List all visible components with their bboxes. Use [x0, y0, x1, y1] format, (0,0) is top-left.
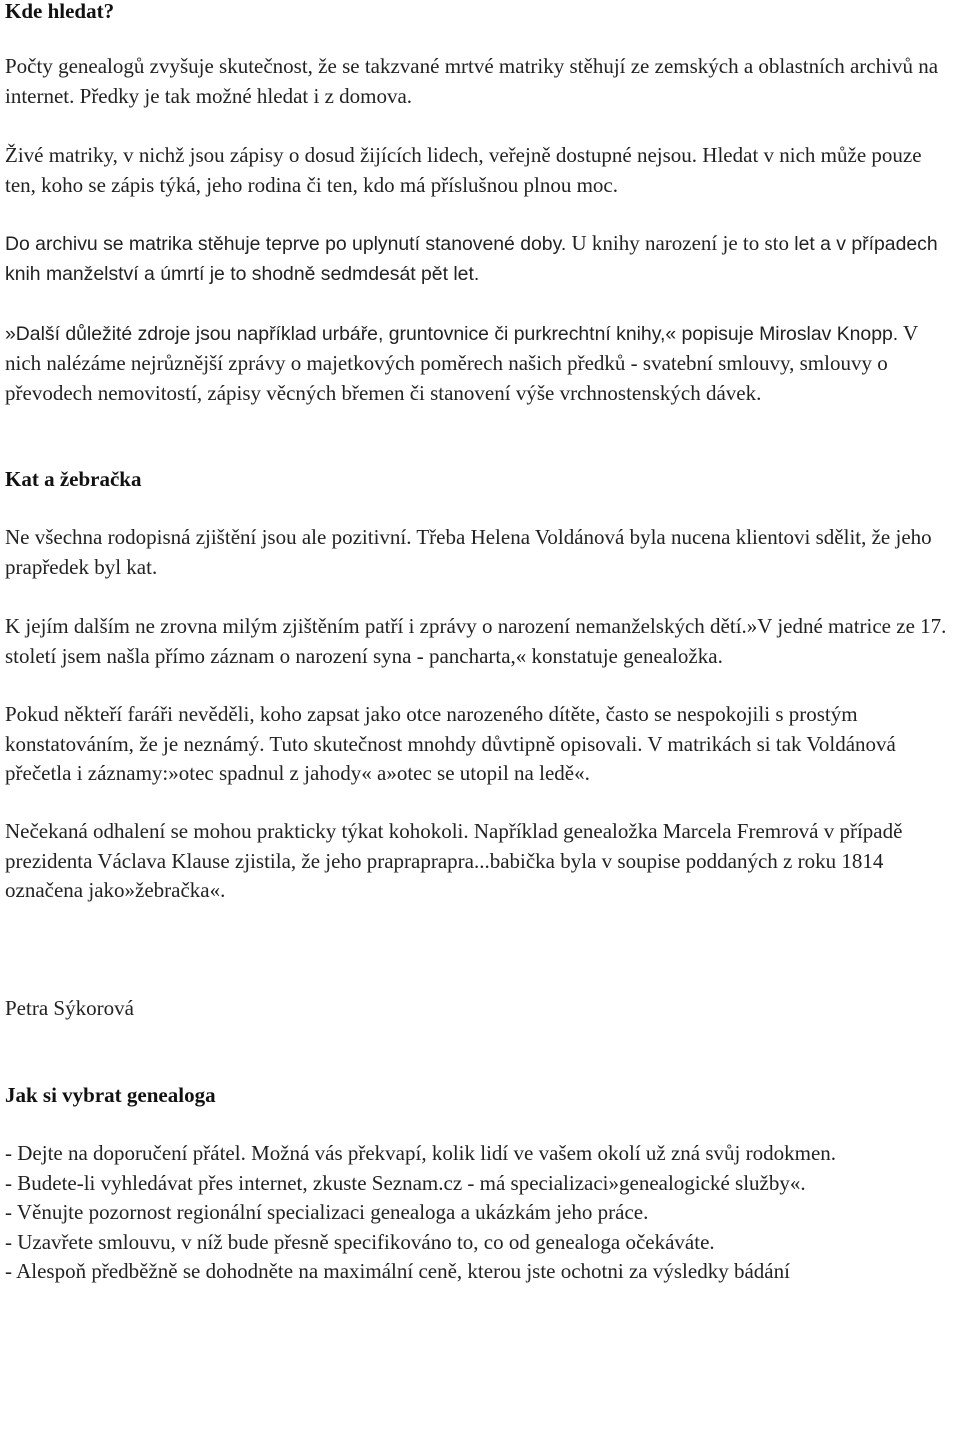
paragraph-beggar-record: Nečekaná odhalení se mohou prakticky týkat kohokoli. Například genealožka Marcela Fremrová v případě prezidenta Václava Klause zjistila, že jeho prapraprapra...babička byla v soupise poddaných z roku 1814 označena jako»žebračka«. — [5, 819, 903, 903]
section-heading-executioner-beggar: Kat a žebračka — [5, 467, 142, 492]
document-page — [5, 0, 957, 1286]
birth-register-sentence: U knihy narození je to sto — [566, 231, 795, 256]
property-records-sentence: V nich nalézáme nejrůznější zprávy o majetkových poměrech našich předků - svatební smlouvy, smlouvy o převodech nemovitostí, zápisy věcných břemen či stanovení výše vrchnostenských dávek. — [5, 320, 918, 405]
paragraph-executioner: Ne všechna rodopisná zjištění jsou ale pozitivní. Třeba Helena Voldánová byla nucena klientovi sdělit, že jeho prapředek byl kat. — [5, 525, 932, 579]
paragraph-other-sources — [5, 319, 957, 408]
tip-item: - Uzavřete smlouvu, v níž bude přesně specifikováno to, co od genealoga očekáváte. — [5, 1229, 715, 1254]
tip-item: - Alespoň předběžně se dohodněte na maximální ceně, kterou jste ochotni za výsledky bádání — [5, 1258, 790, 1283]
article-author: Petra Sýkorová — [5, 995, 134, 1020]
tip-item: - Dejte na doporučení přátel. Možná vás překvapí, kolik lidí ve vašem okolí už zná svůj rodokmen. — [5, 1141, 837, 1166]
knopp-quote: »Další důležité zdroje jsou například urbáře, gruntovnice či purkrechtní knihy,« popisuje Miroslav Knopp. — [5, 322, 899, 345]
paragraph-unknown-fathers: Pokud někteří faráři nevěděli, koho zapsat jako otce narozeného dítěte, často se nespokojili s prostým konstatováním, že je neznámý. Tuto skutečnost mnohdy důvtipně opisovali. V matrikách si tak Voldánová přečetla i záznamy:»otec spadnul z jahody« a»otec se utopil na ledě«. — [5, 702, 896, 785]
paragraph-online-archives: Počty genealogů zvyšuje skutečnost, že se takzvané mrtvé matriky stěhují ze zemských a oblastních archivů na internet. Předky je tak možné hledat i z domova. — [5, 54, 939, 108]
section-heading-choose-genealogist: Jak si vybrat genealoga — [5, 1082, 216, 1107]
archive-transfer-sentence: Do archivu se matrika stěhuje teprve po uplynutí stanovené doby. — [5, 233, 567, 256]
tip-item: - Budete-li vyhledávat přes internet, zkuste Seznam.cz - má specializaci»genealogické služby«. — [5, 1170, 806, 1195]
marriage-death-sentence: let a v případech knih manželství a úmrtí je to shodně sedmdesát pět let. — [5, 233, 938, 286]
paragraph-illegitimate-children: K jejím dalším ne zrovna milým zjištěním patří i zprávy o narození nemanželských dětí.»V jedné matrice ze 17. století jsem našla přímo záznam o narození syna - pancharta,« konstatuje genealožka. — [5, 614, 947, 668]
paragraph-living-registers: Živé matriky, v nichž jsou zápisy o dosud žijících lidech, veřejně dostupné nejsou. Hledat v nich může pouze ten, koho se zápis týká, jeho rodina či ten, kdo má příslušnou plnou moc. — [5, 143, 922, 197]
paragraph-archive-transfer — [5, 229, 957, 290]
section-heading-where-to-search: Kde hledat? — [5, 0, 115, 23]
tip-item: - Věnujte pozornost regionální specializaci genealoga a ukázkám jeho práce. — [5, 1200, 649, 1225]
tips-list — [5, 1139, 957, 1286]
